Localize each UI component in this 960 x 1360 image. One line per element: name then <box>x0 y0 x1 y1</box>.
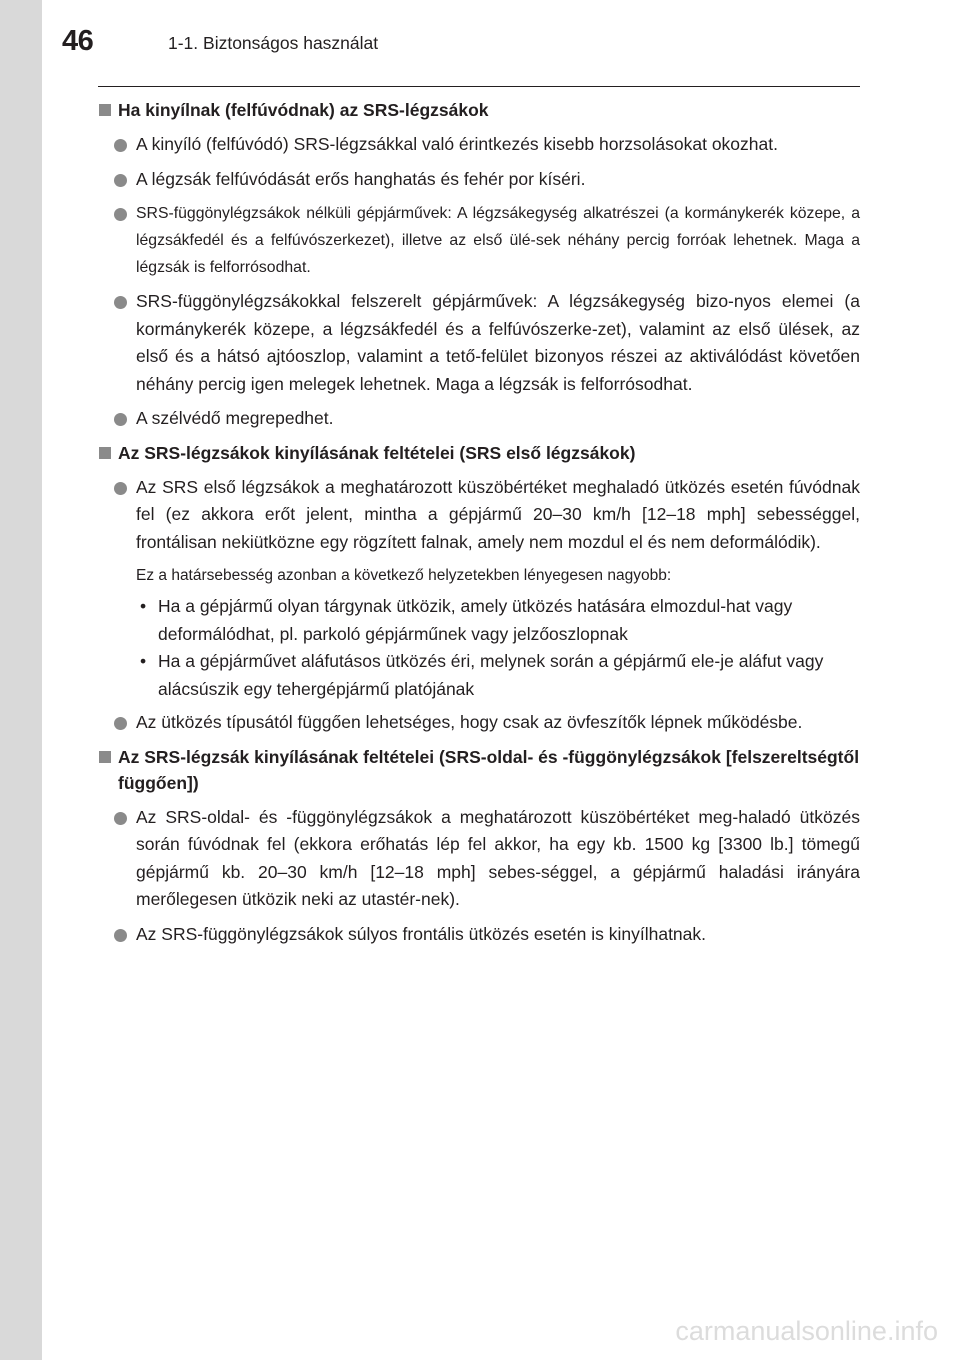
watermark: carmanualsonline.info <box>675 1316 938 1346</box>
section-heading <box>98 97 860 123</box>
round-bullet-icon <box>114 174 127 187</box>
round-bullet-icon <box>114 208 127 221</box>
heading-text: Az SRS-légzsák kinyílásának feltételei (SRS-oldal- és -függönylégzsákok [felszereltségtől függően]) <box>118 746 860 793</box>
round-bullet-icon <box>114 717 127 730</box>
margin-strip <box>0 0 42 1360</box>
round-bullet-icon <box>114 296 127 309</box>
page-content <box>98 97 860 955</box>
bullet-item <box>98 921 860 949</box>
bullet-text: Az SRS első légzsákok a meghatározott küszöbértéket meghaladó ütközés esetén fúvódnak fel (ez akkora erőt jelent, mintha a gépjármű 20–30 km/h [12–18 mph] sebességgel, frontálisan nekiütközne egy rögzített falnak, amely nem mozdul el és nem deformálódik). <box>136 476 860 552</box>
bullet-text: Az SRS-függönylégzsákok súlyos frontális ütközés esetén is kinyílhatnak. <box>136 923 707 944</box>
bullet-item <box>98 288 860 398</box>
bullet-text: Az SRS-oldal- és -függönylégzsákok a meghatározott küszöbértéket meg-haladó ütközés során fúvódnak fel (ekkora erőhatás lép fel akkor, ha egy kb. 1500 kg [3300 lb.] tömegű gépjármű kb. 20–30 km/h [12–18 mph] sebes-séggel, a gépjármű haladási irányára merőlegesen ütközik neki az utastér-nek). <box>136 806 860 909</box>
bullet-item <box>98 200 860 281</box>
dot-marker-icon: • <box>140 651 147 671</box>
dot-marker-icon: • <box>140 596 147 616</box>
bullet-text: A szélvédő megrepedhet. <box>136 408 334 428</box>
bullet-text: A légzsák felfúvódását erős hanghatás és fehér por kíséri. <box>136 168 586 189</box>
bullet-item <box>98 804 860 914</box>
square-bullet-icon <box>99 751 111 763</box>
page-number: 46 <box>62 25 94 57</box>
header-divider <box>98 86 860 87</box>
bullet-text: A kinyíló (felfúvódó) SRS-légzsákkal való érintkezés kisebb horzsolásokat okozhat. <box>136 134 778 154</box>
dash-list-item <box>98 593 860 648</box>
bullet-text: SRS-függönylégzsákokkal felszerelt gépjárművek: A légzsákegység bizo-nyos elemei (a kormánykerék közepe, a légzsákfedél és a felfúvószerke-zet), valamint az első ülések, az első és a hátsó ajtóoszlop, valamint a tető-felület bizonyos részei az aktiválódást követően néhány percig igen melegek lehetnek. Maga a légzsák is felforrósodhat. <box>136 291 860 394</box>
square-bullet-icon <box>99 104 111 116</box>
bullet-item <box>98 405 860 433</box>
bullet-text: SRS-függönylégzsákok nélküli gépjárművek: A légzsákegység alkatrészei (a kormánykerék közepe, a légzsákfedél és a felfúvószerkezet), illetve az első ülé-sek néhány percig forróak lehetnek. Maga a légzsák is felforrósodhat. <box>136 205 860 276</box>
section-heading <box>98 440 860 466</box>
dash-list-item <box>98 648 860 703</box>
bullet-item <box>98 131 860 159</box>
bullet-item <box>98 166 860 194</box>
bullet-text: Az ütközés típusától függően lehetséges, hogy csak az övfeszítők lépnek működésbe. <box>136 712 803 732</box>
section-heading <box>98 744 860 796</box>
note-text: Ez a határsebesség azonban a következő helyzetekben lényegesen nagyobb: <box>136 567 672 584</box>
dash-list <box>98 593 860 703</box>
dash-item-text: Ha a gépjárművet aláfutásos ütközés éri, melynek során a gépjármű ele-je aláfut vagy alácsúszik egy tehergépjármű platójának <box>158 651 824 699</box>
round-bullet-icon <box>114 929 127 942</box>
square-bullet-icon <box>99 447 111 459</box>
round-bullet-icon <box>114 413 127 426</box>
round-bullet-icon <box>114 139 127 152</box>
heading-text: Az SRS-légzsákok kinyílásának feltételei (SRS első légzsákok) <box>118 442 636 463</box>
round-bullet-icon <box>114 812 127 825</box>
bullet-item <box>98 474 860 557</box>
bullet-item <box>98 709 860 737</box>
section-title: 1-1. Biztonságos használat <box>168 33 379 53</box>
round-bullet-icon <box>114 482 127 495</box>
heading-text: Ha kinyílnak (felfúvódnak) az SRS-légzsákok <box>118 100 489 120</box>
dash-item-text: Ha a gépjármű olyan tárgynak ütközik, amely ütközés hatására elmozdul-hat vagy deformálódhat, pl. parkoló gépjárműnek vagy jelzőoszlopnak <box>158 596 793 644</box>
